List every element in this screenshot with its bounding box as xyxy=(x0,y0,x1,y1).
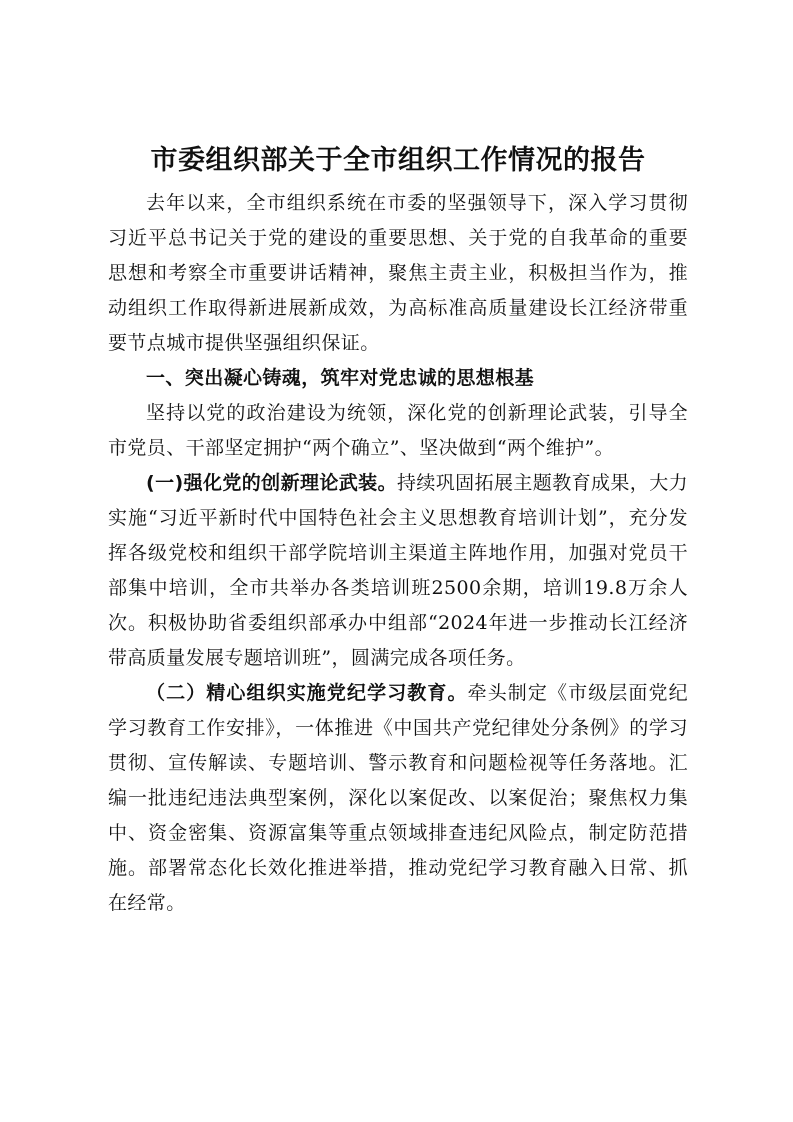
item-2-paragraph xyxy=(108,676,688,921)
item-1-body: 持续巩固拓展主题教育成果，大力实施“习近平新时代中国特色社会主义思想教育培训计划”，充分发挥各级党校和组织干部学院培训主渠道主阵地作用，加强对党员干部集中培训，全市共举办各类培训班2500余期，培训19.8万余人次。积极协助省委组织部承办中组部“2024年进一步推动长江经济带高质量发展专题培训班”，圆满完成各项任务。 xyxy=(108,472,688,669)
item-2-body: 牵头制定《市级层面党纪学习教育工作安排》，一体推进《中国共产党纪律处分条例》的学习贯彻、宣传解读、专题培训、警示教育和问题检视等任务落地。汇编一批违纪违法典型案例，深化以案促改、以案促治；聚焦权力集中、资金密集、资源富集等重点领域排查违纪风险点，制定防范措施。部署常态化长效化推进举措，推动党纪学习教育融入日常、抓在经常。 xyxy=(108,682,688,914)
section-1-summary: 坚持以党的政治建设为统领，深化党的创新理论武装，引导全市党员、干部坚定拥护“两个确立”、坚决做到“两个维护”。 xyxy=(108,402,688,459)
item-1-head: (一)强化党的创新理论武装。 xyxy=(146,472,397,494)
item-2-head: （二）精心组织实施党纪学习教育。 xyxy=(146,682,468,704)
document-body xyxy=(108,138,688,921)
intro-paragraph: 去年以来，全市组织系统在市委的坚强领导下，深入学习贯彻习近平总书记关于党的建设的重要思想、关于党的自我革命的重要思想和考察全市重要讲话精神，聚焦主责主业，积极担当作为，推动组织工作取得新进展新成效，为高标准高质量建设长江经济带重要节点城市提供坚强组织保证。 xyxy=(108,192,688,354)
section-1-heading: 一、突出凝心铸魂，筑牢对党忠诚的思想根基 xyxy=(146,367,535,389)
item-1-paragraph xyxy=(108,466,688,676)
document-title: 市委组织部关于全市组织工作情况的报告 xyxy=(150,145,646,176)
